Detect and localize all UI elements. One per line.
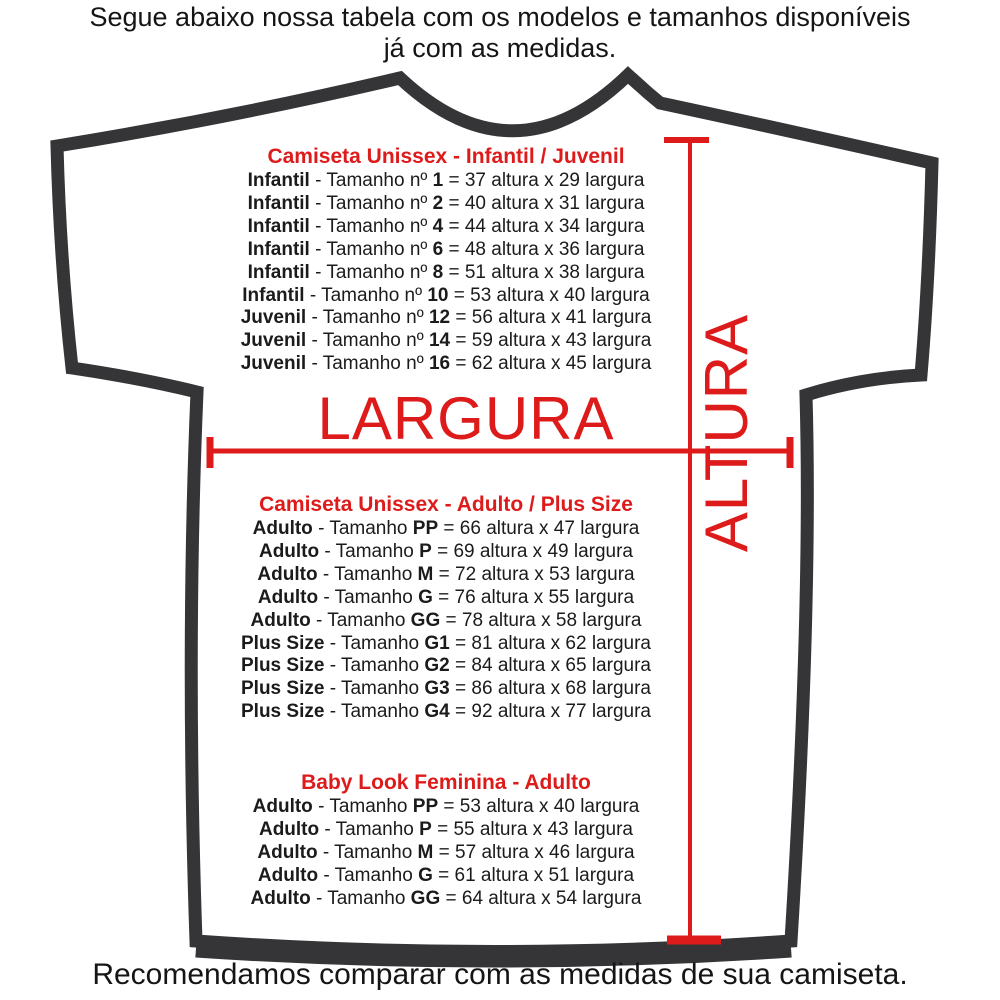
row-size: 2 [432,192,444,214]
row-category: Adulto [258,818,320,840]
size-row: Adulto - Tamanho P = 69 altura x 49 largura [258,540,634,562]
size-row: Infantil - Tamanho nº 4 = 44 altura x 34 largura [247,215,645,237]
size-row: Infantil - Tamanho nº 2 = 40 altura x 31 largura [247,192,645,214]
row-size: 16 [428,353,451,375]
page-title-line2: já com as medidas. [383,33,617,63]
size-row: Adulto - Tamanho GG = 64 altura x 54 largura [250,887,642,909]
row-size: PP [412,518,439,539]
row-category: Juvenil [240,330,307,352]
row-category: Infantil [247,170,310,191]
row-size: M [417,563,434,585]
row-category: Infantil [247,238,310,260]
row-size: 8 [432,261,444,283]
size-section-infantil-juvenil [196,144,696,376]
size-row: Plus Size - Tamanho G1 = 81 altura x 62 largura [241,632,651,654]
size-row: Plus Size - Tamanho G4 = 92 altura x 77 largura [241,701,651,723]
size-row: Juvenil - Tamanho nº 12 = 56 altura x 41 largura [240,307,652,329]
row-size: 6 [432,238,444,260]
row-category: Adulto [257,864,319,886]
section-heading: Camiseta Unissex - Infantil / Juvenil [267,145,625,168]
row-size: 1 [432,170,444,191]
size-row: Juvenil - Tamanho nº 14 = 59 altura x 43 largura [240,330,652,352]
size-row: Adulto - Tamanho PP = 66 altura x 47 largura [252,518,640,539]
size-row: Infantil - Tamanho nº 1 = 37 altura x 29 largura [247,170,645,191]
row-category: Infantil [242,284,305,306]
row-category: Plus Size [241,701,325,723]
size-row: Adulto - Tamanho PP = 53 altura x 40 largura [252,796,640,817]
size-row: Adulto - Tamanho G = 61 altura x 51 largura [257,864,635,886]
tshirt-hem [196,948,791,958]
row-category: Plus Size [241,678,325,700]
row-category: Infantil [247,261,310,283]
size-row: Infantil - Tamanho nº 6 = 48 altura x 36 largura [247,238,645,260]
footer-note: Recomendamos comparar com as medidas de sua camiseta. [92,958,908,991]
page-title-line1: Segue abaixo nossa tabela com os modelos e tamanhos disponíveis [89,2,911,32]
row-size: P [419,540,432,562]
size-row: Adulto - Tamanho M = 57 altura x 46 largura [257,841,635,863]
row-category: Adulto [252,518,313,539]
section-heading: Baby Look Feminina - Adulto [301,771,591,794]
row-size: 10 [427,284,449,306]
row-size: G [418,864,433,886]
row-size: 4 [432,215,444,237]
section-heading: Camiseta Unissex - Adulto / Plus Size [259,493,633,516]
row-size: P [419,818,432,840]
size-row: Plus Size - Tamanho G3 = 86 altura x 68 largura [241,678,651,700]
size-row: Adulto - Tamanho G = 76 altura x 55 largura [257,586,635,608]
row-category: Infantil [247,215,310,237]
row-category: Adulto [257,841,318,863]
row-category: Plus Size [241,655,325,677]
largura-measure-label: LARGURA [317,385,615,452]
size-row: Adulto - Tamanho GG = 78 altura x 58 largura [250,609,642,631]
size-row: Adulto - Tamanho P = 55 altura x 43 largura [258,818,634,840]
altura-measure-label: ALTURA [693,313,760,553]
row-category: Adulto [252,796,313,817]
row-size: M [417,841,434,863]
size-row: Juvenil - Tamanho nº 16 = 62 altura x 45 largura [240,353,652,375]
row-size: 14 [428,330,451,352]
row-category: Adulto [250,609,311,631]
row-size: G1 [424,632,450,654]
row-category: Juvenil [240,307,307,329]
row-category: Juvenil [240,353,307,375]
row-size: GG [410,887,441,909]
row-category: Plus Size [241,632,325,654]
row-size: G [418,586,433,608]
row-category: Adulto [257,586,319,608]
row-category: Adulto [258,540,320,562]
row-size: 12 [428,307,451,329]
page-title [0,2,1000,64]
size-row: Adulto - Tamanho M = 72 altura x 53 largura [257,563,635,585]
row-size: PP [412,796,439,817]
size-row: Plus Size - Tamanho G2 = 84 altura x 65 largura [241,655,651,677]
row-size: GG [410,609,441,631]
size-row: Infantil - Tamanho nº 8 = 51 altura x 38 largura [247,261,645,283]
row-size: G4 [424,701,450,723]
row-category: Adulto [250,887,311,909]
size-section-adulto-plus-size [196,492,696,724]
row-size: G2 [424,655,450,677]
size-row: Infantil - Tamanho nº 10 = 53 altura x 40 largura [242,284,650,306]
row-category: Adulto [257,563,318,585]
row-size: G3 [424,678,450,700]
row-category: Infantil [247,192,310,214]
size-section-baby-look [196,770,696,911]
